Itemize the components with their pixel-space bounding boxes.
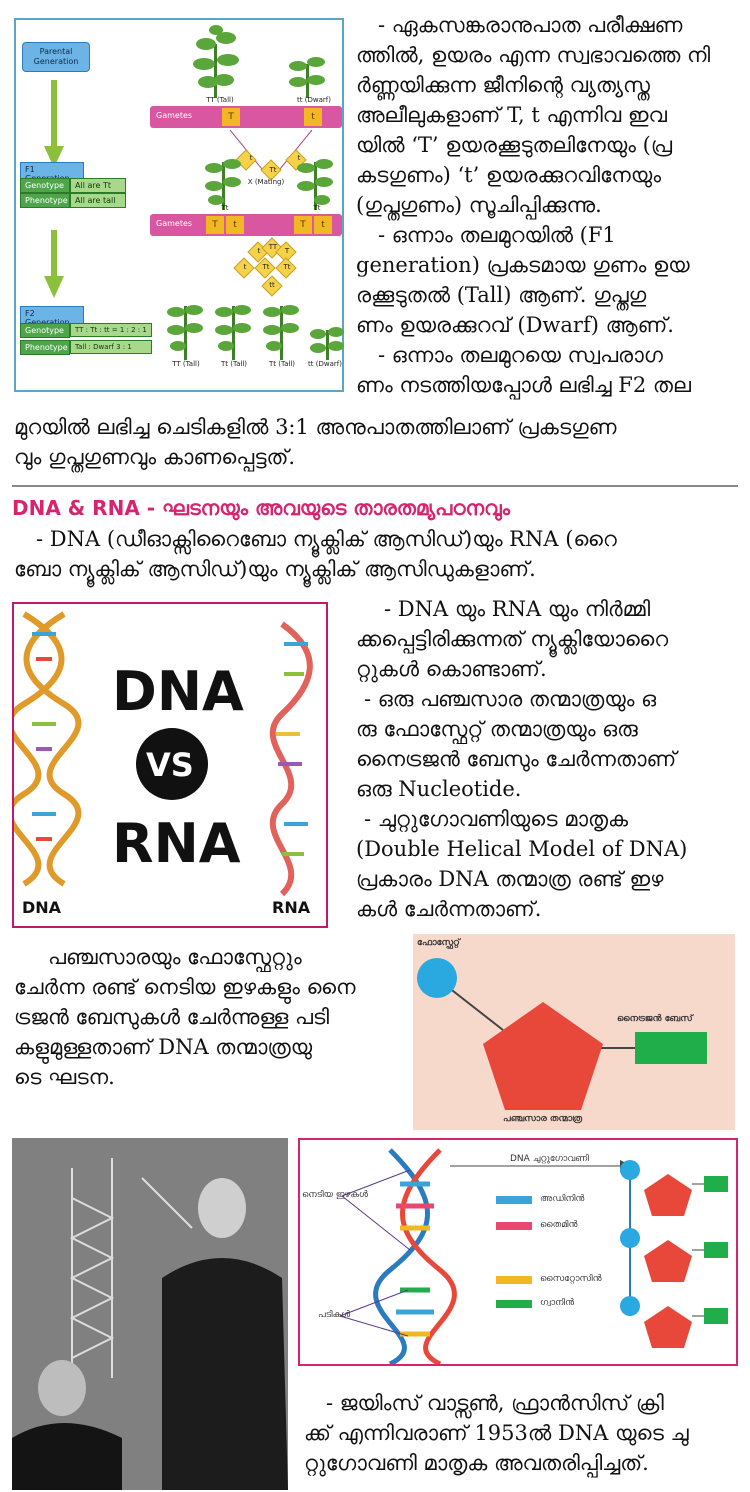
vs-label: VS xyxy=(146,746,194,784)
text-line: രക്കൂടുതൽ (Tall) ആണ്. ഗുപ്തഗു xyxy=(356,283,647,307)
text-line: ഒരു Nucleotide. xyxy=(356,777,522,801)
text-line: - DNA (ഡീഓക്സിറൈബോ ന്യൂക്ലിക് ആസിഡ്)യും RNA (റൈ xyxy=(36,527,617,551)
f2-plant-label-3: Tt (Tall) xyxy=(268,360,295,368)
section-heading: DNA & RNA - ഘടനയും അവയുടെ താരതമ്യപഠനവും xyxy=(12,496,511,520)
parent-plants-illustration xyxy=(184,24,344,98)
adenine-label: അഡിനിൻ xyxy=(540,1194,585,1204)
rna-title: RNA xyxy=(112,812,241,875)
cytosine-label: സൈറ്റോസിൻ xyxy=(540,1274,602,1284)
f2-phenotype-label: Phenotype xyxy=(20,340,70,355)
f2-plant-label-1: TT (Tall) xyxy=(172,360,200,368)
f1-parent-label-2: Tt xyxy=(313,204,321,212)
text-line: ണം നടത്തിയപ്പോൾ ലഭിച്ച F2 തല xyxy=(356,373,691,397)
text-line: ടെ ഘടന. xyxy=(14,1065,115,1089)
base-rectangle xyxy=(635,1032,707,1064)
text-line: യിൽ ‘T’ ഉയരക്കൂടുതലിനേയും (പ്ര xyxy=(356,133,673,157)
text-line: - ചുറ്റുഗോവണിയുടെ മാതൃക xyxy=(364,807,629,831)
mating-label: X (Mating) xyxy=(247,178,285,186)
punnett-TT: TT xyxy=(268,243,278,251)
text-line: ട്രജൻ ബേസുകൾ ചേർന്നുള്ള പടി xyxy=(14,1005,330,1029)
phosphate-circle xyxy=(417,958,457,998)
steps-label: പടികൾ xyxy=(318,1310,351,1320)
text-line: നൈട്രജൻ ബേസും ചേർന്നതാണ് xyxy=(356,747,677,771)
nucleotide-text xyxy=(356,594,740,924)
nucleotide-shapes xyxy=(413,934,735,1130)
text-line: കളുമുള്ളതാണ് DNA തന്മാത്രയു xyxy=(14,1035,313,1059)
text-line: ർണ്ണയിക്കുന്ന ജീനിന്റെ വ്യത്യസ്ത xyxy=(356,73,650,97)
phosphate-label: ഫോസ്ഫേറ്റ് xyxy=(417,938,460,948)
text-line: ബോ ന്യൂക്ലിക് ആസിഡ്)യും ന്യൂക്ലിക് ആസിഡുകളാണ്. xyxy=(14,557,536,581)
down-arrow-icon xyxy=(44,230,64,300)
f2-plant-label-2: Tt (Tall) xyxy=(220,360,247,368)
text-line: - ജയിംസ് വാട്സൺ, ഫ്രാൻസിസ് ക്രി xyxy=(326,1391,664,1415)
text-line: ക്കപ്പെട്ടിരിക്കുന്നത് ന്യൂക്ലിയോറൈ xyxy=(356,627,669,651)
base-label: നൈട്രജൻ ബേസ് xyxy=(617,1014,693,1024)
text-line: ചേർന്ന രണ്ട് നെടിയ ഇഴകളും നൈ xyxy=(14,975,356,999)
f1-parent-label-1: Tt xyxy=(221,204,229,212)
dna-helix-figure xyxy=(298,1138,738,1366)
f2-genotype-label: Genotype xyxy=(20,323,70,338)
text-line: - ഒന്നാം തലമുറയിൽ (F1 xyxy=(378,223,616,247)
text-line: പഞ്ചസാരയും ഫോസ്ഫേറ്റും xyxy=(48,945,302,969)
gamete-T: T xyxy=(222,108,240,126)
f2-generation-label: F2 xyxy=(20,306,84,330)
helix-title-label: DNA ചുറ്റുഗോവണി xyxy=(510,1154,589,1164)
dna-title: DNA xyxy=(112,660,244,723)
down-arrow-icon xyxy=(44,80,64,170)
section-divider xyxy=(12,485,738,487)
parent-tall-label: TT (Tall) xyxy=(206,96,234,104)
gamete-T-3: T xyxy=(294,216,312,234)
dna-caption: DNA xyxy=(22,898,62,917)
gametes-label-2: Gametes xyxy=(156,219,193,228)
watson-crick-photo xyxy=(12,1138,288,1490)
text-line: - DNA യും RNA യും നിർമ്മി xyxy=(384,597,651,621)
watson-crick-text xyxy=(304,1388,740,1478)
f1-generation-label: F1 xyxy=(20,162,84,186)
text-line: രു ഫോസ്ഫേറ്റ് തന്മാത്രയും ഒരു xyxy=(356,717,638,741)
text-line: റ്റുഗോവണി മാതൃക അവതരിപ്പിച്ചത്. xyxy=(304,1451,649,1475)
text-line: കൾ ചേർന്നതാണ്. xyxy=(356,897,542,921)
text-line: ത്തിൽ, ഉയരം എന്ന സ്വഭാവത്തെ നി xyxy=(356,43,711,67)
intro-text xyxy=(14,524,740,584)
punnett-tt: tt xyxy=(269,281,275,289)
text-line: generation) പ്രകടമായ ഗുണം ഉയ xyxy=(356,253,690,277)
helix-illustration xyxy=(300,1140,736,1364)
text-line: - ഒന്നാം തലമുറയെ സ്വപരാഗ xyxy=(378,343,663,367)
f1-phenotype-value: All are tall xyxy=(70,193,126,208)
parental-generation-box: Parental Generation xyxy=(22,42,90,72)
gamete-t: t xyxy=(304,108,322,126)
guanine-label: ഗ്വാനിൻ xyxy=(540,1298,575,1308)
text-line: മുറയിൽ ലഭിച്ച ചെടികളിൽ 3:1 അനുപാതത്തിലാണ് പ്രകടഗുണ xyxy=(14,415,617,439)
text-line: - ഏകസങ്കരാനുപാത പരീക്ഷണ xyxy=(378,13,683,37)
text-line: റ്റുകൾ കൊണ്ടാണ്. xyxy=(356,657,547,681)
cross-t-2: t xyxy=(297,154,301,162)
text-line: വും ഗുപ്തഗുണവും കാണപ്പെട്ടത്. xyxy=(14,445,296,469)
gamete-T-2: T xyxy=(206,216,224,234)
text-line: (Double Helical Model of DNA) xyxy=(356,837,688,861)
text-line: അലീലുകളാണ് T, t എന്നിവ ഇവ xyxy=(356,103,667,127)
dna-structure-text xyxy=(14,942,398,1092)
gametes-label: Gametes xyxy=(156,111,193,120)
f2-genotype-value: TT : Tt : tt = 1 : 2 : 1 xyxy=(70,323,152,337)
f1-genotype-value: All are Tt xyxy=(70,178,126,193)
text-line: ണം ഉയരക്കുറവ് (Dwarf) ആണ്. xyxy=(356,313,674,337)
f2-plant-label-4: tt (Dwarf) xyxy=(308,360,342,368)
nucleotide-diagram xyxy=(413,934,735,1130)
f2-ratio-text xyxy=(14,412,740,472)
text-line: - ഒരു പഞ്ചസാര തന്മാത്രയും ഒ xyxy=(364,687,657,711)
sugar-label: പഞ്ചസാര തന്മാത്ര xyxy=(503,1114,583,1124)
cross-t-1: t xyxy=(249,154,253,162)
dna-vs-rna-panel xyxy=(12,602,328,928)
punnett-t: t xyxy=(257,247,261,255)
sugar-pentagon xyxy=(483,1002,603,1110)
monohybrid-cross-figure xyxy=(14,18,344,392)
monohybrid-text xyxy=(356,10,738,400)
text-line: ക്ക് എന്നിവരാണ് 1953ൽ DNA യുടെ ചു xyxy=(304,1421,689,1445)
punnett-T: T xyxy=(284,247,290,255)
photo-illustration xyxy=(12,1138,288,1490)
f2-plants-illustration xyxy=(162,300,344,360)
f1-genotype-label: Genotype xyxy=(20,178,70,193)
text-line: കടഗുണം) ‘t’ ഉയരക്കുറവിനേയും xyxy=(356,163,661,187)
gamete-t-2: t xyxy=(226,216,244,234)
punnett-Tt2: Tt xyxy=(283,263,291,271)
strands-label: നെടിയ ഇഴകൾ xyxy=(302,1190,368,1200)
text-line: പ്രകാരം DNA തന്മാത്ര രണ്ട് ഇഴ xyxy=(356,867,664,891)
gamete-t-3: t xyxy=(314,216,332,234)
punnett-t2: t xyxy=(243,263,247,271)
parent-dwarf-label: tt (Dwarf) xyxy=(297,96,331,104)
f1-phenotype-label: Phenotype xyxy=(20,193,70,208)
f2-phenotype-value: Tall : Dwarf 3 : 1 xyxy=(70,340,152,354)
punnett-Tt: Tt xyxy=(262,263,270,271)
text-line: (ഗുപ്തഗുണം) സൂചിപ്പിക്കുന്നു. xyxy=(356,193,602,217)
thymine-label: തൈമിൻ xyxy=(540,1220,578,1230)
rna-caption: RNA xyxy=(272,898,311,917)
cross-Tt: Tt xyxy=(269,166,277,174)
